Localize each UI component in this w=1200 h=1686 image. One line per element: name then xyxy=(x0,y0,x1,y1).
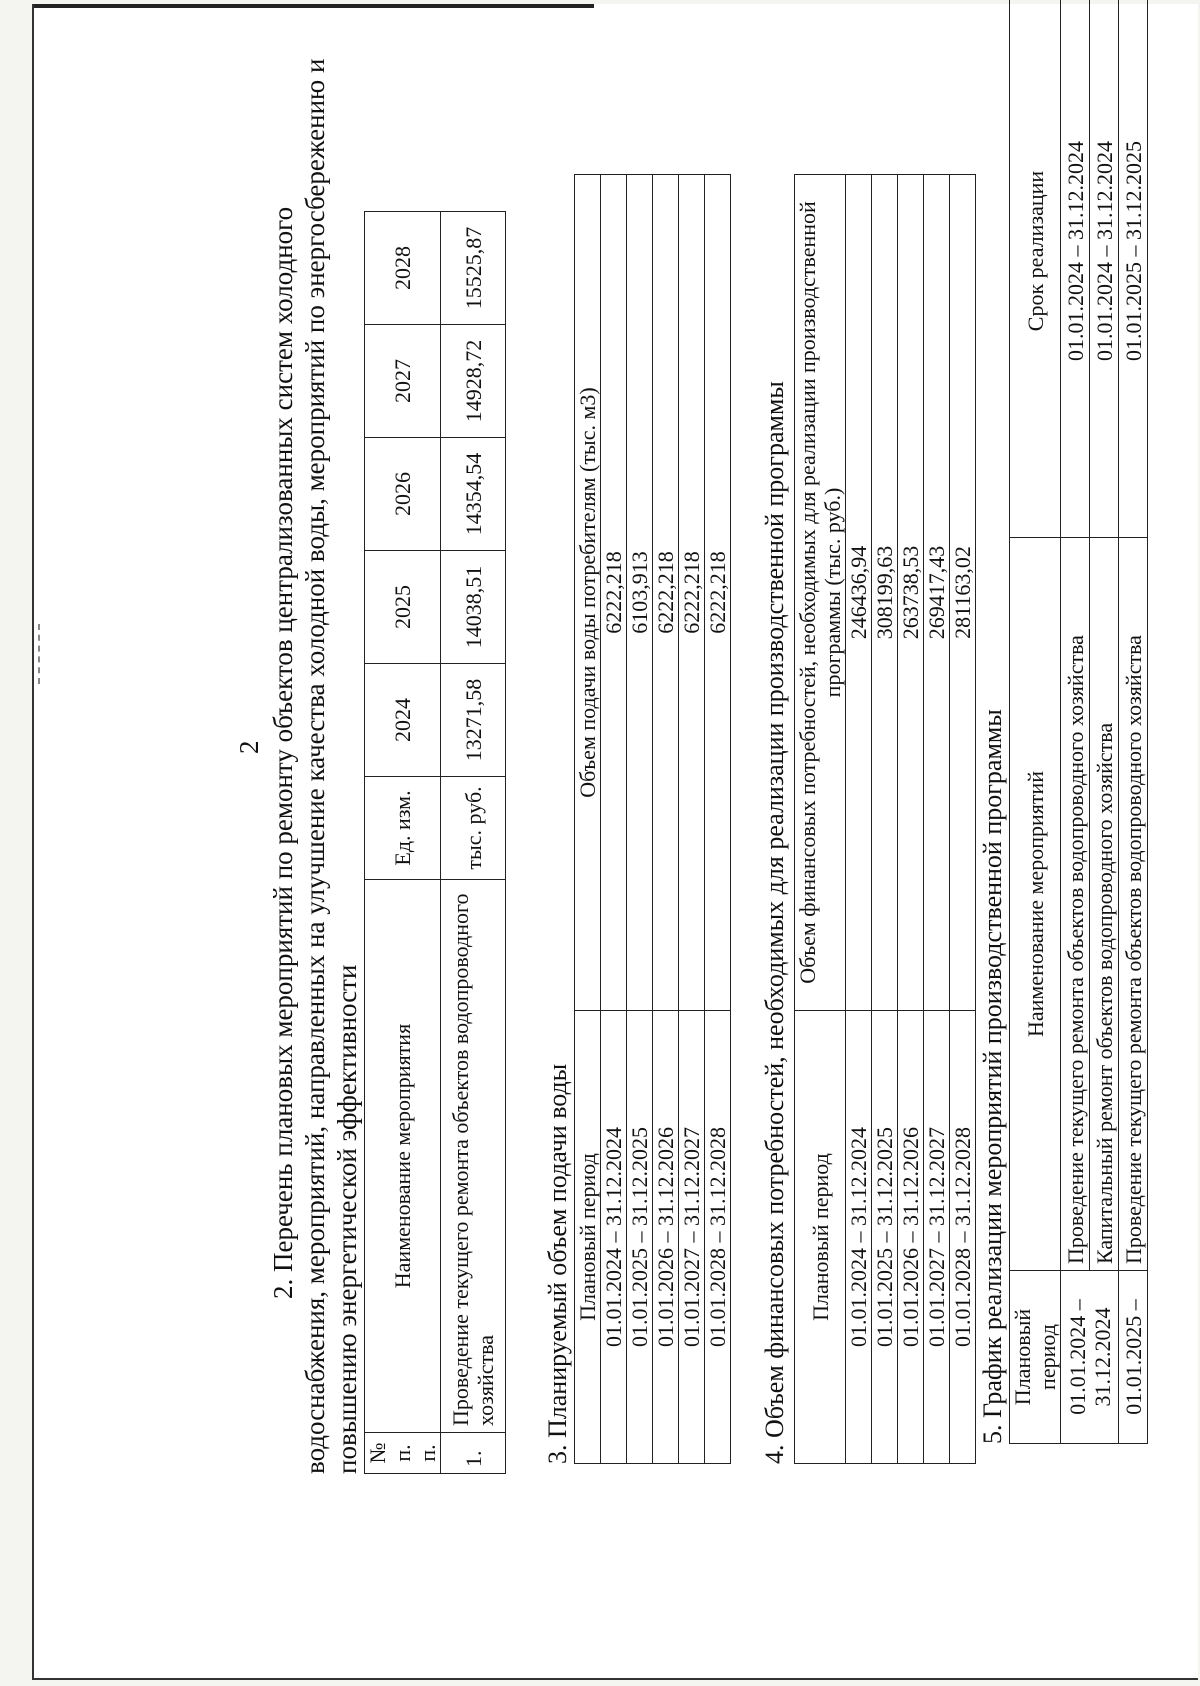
cell-term: 01.01.2024 – 31.12.2024 xyxy=(1090,0,1119,538)
cell-name: Проведение текущего ремонта объектов водопроводного хозяйства xyxy=(441,880,506,1433)
cell-value: 6222,218 xyxy=(601,175,627,1011)
section2-heading: 2. Перечень плановых мероприятий по ремонту объектов централизованных систем холодного водоснабжения, мероприятий, направленных на улучшение качества холодной воды, мероприятий по энергосбережению и повышению энергетической эффективности xyxy=(268,58,362,1474)
cell-name: Проведение текущего ремонта объектов водопроводного хозяйства xyxy=(1061,538,1090,1271)
document-page xyxy=(32,4,1198,1680)
cell-value: 15525,87 xyxy=(441,212,506,325)
cell-value: 269417,43 xyxy=(924,175,950,1011)
cell-value: 13271,58 xyxy=(441,664,506,777)
cell-period: 01.01.2026 – 31.12.2026 xyxy=(653,1011,679,1464)
table-row xyxy=(601,175,627,1464)
cell-period: 01.01.2024 – 31.12.2024 xyxy=(601,1011,627,1464)
cell-period: 01.01.2025 – xyxy=(1119,1271,1148,1444)
table-row xyxy=(653,175,679,1464)
cell-name: Проведение текущего ремонта объектов водопроводного хозяйства xyxy=(1119,538,1148,1271)
cell-value: 263738,53 xyxy=(898,175,924,1011)
cell-period: 01.01.2027 – 31.12.2027 xyxy=(679,1011,705,1464)
section5-table xyxy=(1009,0,1148,1444)
col-num: № п. п. xyxy=(365,1433,441,1474)
col-term: Срок реализации xyxy=(1010,0,1061,538)
table-row xyxy=(898,175,924,1464)
table-row xyxy=(924,175,950,1464)
col-period: Плановый период xyxy=(1010,1271,1061,1444)
section3-heading: 3. Планируемый объем подачи воды xyxy=(543,1063,572,1464)
col-year: 2026 xyxy=(365,438,441,551)
table-row xyxy=(846,175,872,1464)
cell-value: 6222,218 xyxy=(653,175,679,1011)
cell-unit: тыс. руб. xyxy=(441,777,506,880)
cell-period: 01.01.2024 – 31.12.2024 xyxy=(1061,1271,1119,1444)
table-row xyxy=(705,175,731,1464)
col-name: Наименование мероприятий xyxy=(1010,538,1061,1271)
cell-value: 14038,51 xyxy=(441,551,506,664)
scan-edge-line xyxy=(34,4,594,8)
table-row xyxy=(441,212,506,1474)
col-year: 2027 xyxy=(365,325,441,438)
cell-value: 6222,218 xyxy=(705,175,731,1011)
cell-period: 01.01.2028 – 31.12.2028 xyxy=(705,1011,731,1464)
col-unit: Ед. изм. xyxy=(365,777,441,880)
col-year: 2028 xyxy=(365,212,441,325)
col-year: 2025 xyxy=(365,551,441,664)
col-period: Плановый период xyxy=(795,1011,846,1464)
cell-period: 01.01.2026 – 31.12.2026 xyxy=(898,1011,924,1464)
section4-table xyxy=(794,174,976,1464)
table-row xyxy=(1090,0,1119,1444)
cell-value: 14928,72 xyxy=(441,325,506,438)
cell-period: 01.01.2024 – 31.12.2024 xyxy=(846,1011,872,1464)
cell-period: 01.01.2025 – 31.12.2025 xyxy=(872,1011,898,1464)
section2-table xyxy=(364,211,506,1474)
table-row xyxy=(872,175,898,1464)
cell-value: 6222,218 xyxy=(679,175,705,1011)
cell-value: 281163,02 xyxy=(950,175,976,1011)
section3-table xyxy=(574,174,731,1464)
col-volume: Объем финансовых потребностей, необходимых для реализации производственной программы (тыс. руб.) xyxy=(795,175,846,1011)
col-name: Наименование мероприятия xyxy=(365,880,441,1433)
cell-period: 01.01.2028 – 31.12.2028 xyxy=(950,1011,976,1464)
table-row xyxy=(1119,0,1148,1444)
table-row xyxy=(627,175,653,1464)
scan-mark xyxy=(38,624,41,684)
section5-heading: 5. График реализации мероприятий производственной программы xyxy=(978,709,1007,1444)
cell-value: 308199,63 xyxy=(872,175,898,1011)
cell-period: 01.01.2027 – 31.12.2027 xyxy=(924,1011,950,1464)
cell-term: 01.01.2024 – 31.12.2024 xyxy=(1061,0,1090,538)
col-volume: Объем подачи воды потребителям (тыс. м3) xyxy=(575,175,601,1011)
col-period: Плановый период xyxy=(575,1011,601,1464)
cell-period: 01.01.2025 – 31.12.2025 xyxy=(627,1011,653,1464)
rotated-content xyxy=(89,24,1189,1624)
cell-value: 6103,913 xyxy=(627,175,653,1011)
cell-num: 1. xyxy=(441,1433,506,1474)
col-year: 2024 xyxy=(365,664,441,777)
cell-name: Капитальный ремонт объектов водопроводного хозяйства xyxy=(1090,538,1119,1271)
table-row xyxy=(1061,0,1090,1444)
cell-value: 246436,94 xyxy=(846,175,872,1011)
table-row xyxy=(679,175,705,1464)
section4-heading: 4. Объем финансовых потребностей, необходимых для реализации производственной программы xyxy=(760,381,789,1464)
page-number: 2 xyxy=(234,740,264,754)
table-row xyxy=(950,175,976,1464)
cell-term: 01.01.2025 – 31.12.2025 xyxy=(1119,0,1148,538)
cell-value: 14354,54 xyxy=(441,438,506,551)
